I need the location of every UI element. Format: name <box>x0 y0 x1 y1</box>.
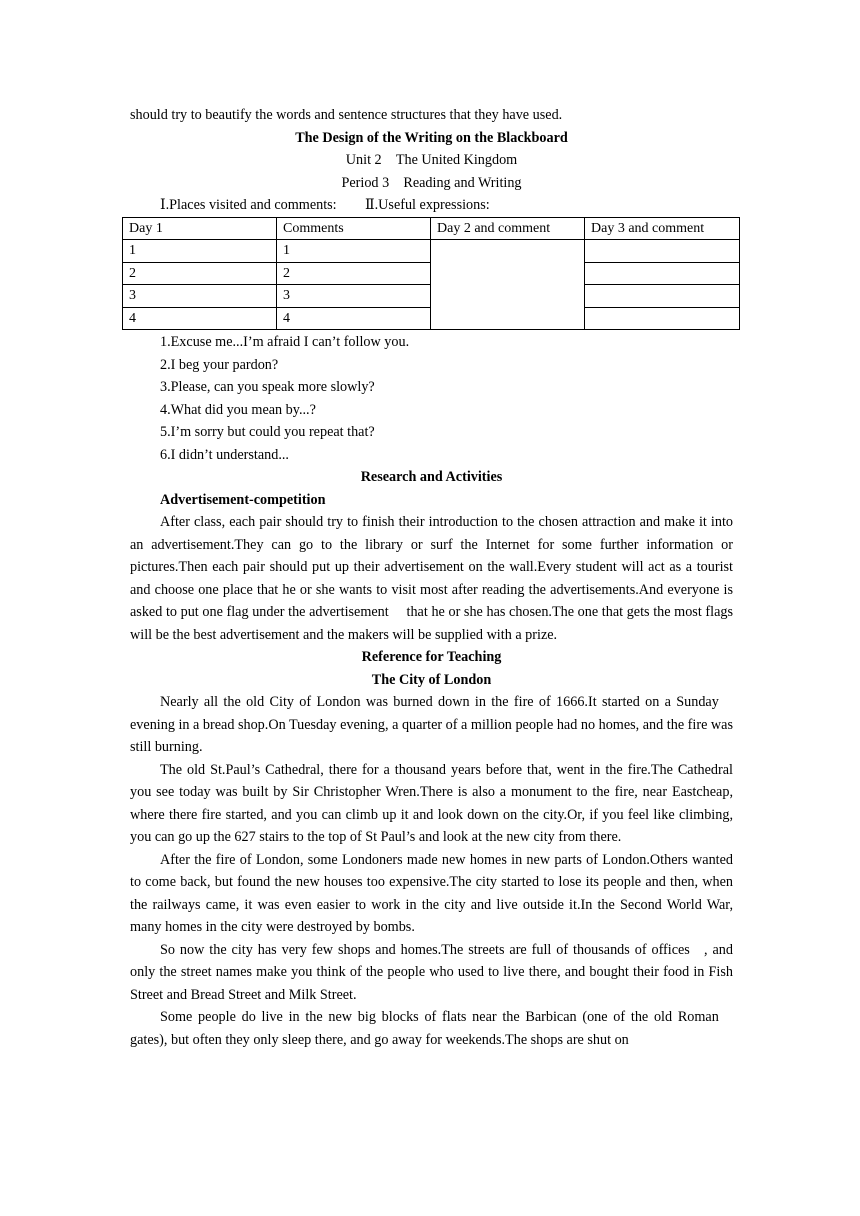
table-header-cell: Comments <box>277 217 431 240</box>
table-cell-empty <box>585 262 740 285</box>
table-header-cell: Day 1 <box>123 217 277 240</box>
table-cell: 1 <box>123 240 277 263</box>
table-cell: 4 <box>123 307 277 330</box>
table-cell: 1 <box>277 240 431 263</box>
list-item: 1.Excuse me...I’m afraid I can’t follow you. <box>160 334 410 350</box>
table-header-cell: Day 2 and comment <box>431 217 585 240</box>
table-cell-empty <box>585 240 740 263</box>
table-cell: 2 <box>277 262 431 285</box>
list-item: 3.Please, can you speak more slowly? <box>160 379 375 395</box>
article-title: The City of London <box>371 671 492 688</box>
day2-merged-cell <box>431 240 585 330</box>
paragraph: After the fire of London, some Londoners made new homes in new parts of London.Others wanted to come back, but found the new houses too expensive.The city started to lose its people and then, when the railways came, it was even easier to work in the city and live outside it.In the Second World War, many homes in the city were destroyed by bombs. <box>130 851 733 935</box>
table-cell: 3 <box>123 285 277 308</box>
paragraph: Some people do live in the new big blocks of flats near the Barbican (one of the old Roman gates), but often they only sleep there, and go away for weekends.The shops are shut on <box>130 1009 733 1048</box>
blackboard-heading: The Design of the Writing on the Blackboard <box>295 129 568 146</box>
paragraph: The old St.Paul’s Cathedral, there for a thousand years before that, went in the fire.The Cathedral you see today was built by Sir Christopher Wren.There is also a monument to the fire, near Eastcheap, where there fire started, and you can climb up it and look down on the city.Or, if you feel like climbing, you can go up the 627 stairs to the top of St Paul’s and look at the new city from there. <box>130 761 733 845</box>
research-paragraph-block <box>130 511 733 646</box>
research-subheading: Advertisement-competition <box>160 491 326 508</box>
paragraph: Nearly all the old City of London was burned down in the fire of 1666.It started on a Sunday evening in a bread shop.On Tuesday evening, a quarter of a million people had no homes, and the fire was still burning. <box>130 694 733 755</box>
table-cell: 3 <box>277 285 431 308</box>
list-item: 4.What did you mean by...? <box>160 401 316 418</box>
blackboard-table <box>122 217 740 331</box>
table-header-cell: Day 3 and comment <box>585 217 740 240</box>
article-body <box>130 691 733 1051</box>
list-item: 5.I’m sorry but could you repeat that? <box>160 424 375 440</box>
reference-heading: Reference for Teaching <box>361 649 502 665</box>
table-cell: 4 <box>277 307 431 330</box>
table-row <box>123 240 740 263</box>
paragraph: So now the city has very few shops and homes.The streets are full of thousands of offices , and only the street names make you think of the people who used to live there, and bought their food in Fish Street and Bread Street and Milk Street. <box>130 941 733 1003</box>
table-cell: 2 <box>123 262 277 285</box>
table-cell-empty <box>585 285 740 308</box>
intro-tail-text: should try to beautify the words and sentence structures that they have used. <box>130 107 563 123</box>
list-item: 2.I beg your pardon? <box>160 356 279 373</box>
research-heading: Research and Activities <box>360 469 503 485</box>
sections-line: Ⅰ.Places visited and comments: Ⅱ.Useful expressions: <box>160 197 490 213</box>
paragraph: After class, each pair should try to finish their introduction to the chosen attraction and make it into an advertisement.They can go to the library or surf the Internet for some further information or pictures.Then each pair should put up their advertisement on the wall.Every student will act as a tourist and choose one place that he or she wants to visit most after reading the advertisements.And everyone is asked to put one flag under the advertisement that he or she has chosen.The one that gets the most flags will be the best advertisement and the makers will be supplied with a prize. <box>130 514 733 643</box>
document-page <box>130 104 733 1051</box>
period-title: Period 3 Reading and Writing <box>341 174 522 191</box>
unit-title: Unit 2 The United Kingdom <box>345 152 518 168</box>
table-header-row <box>123 217 740 240</box>
list-item: 6.I didn’t understand... <box>160 446 289 463</box>
table-cell-empty <box>585 307 740 330</box>
expressions-list <box>130 331 733 466</box>
